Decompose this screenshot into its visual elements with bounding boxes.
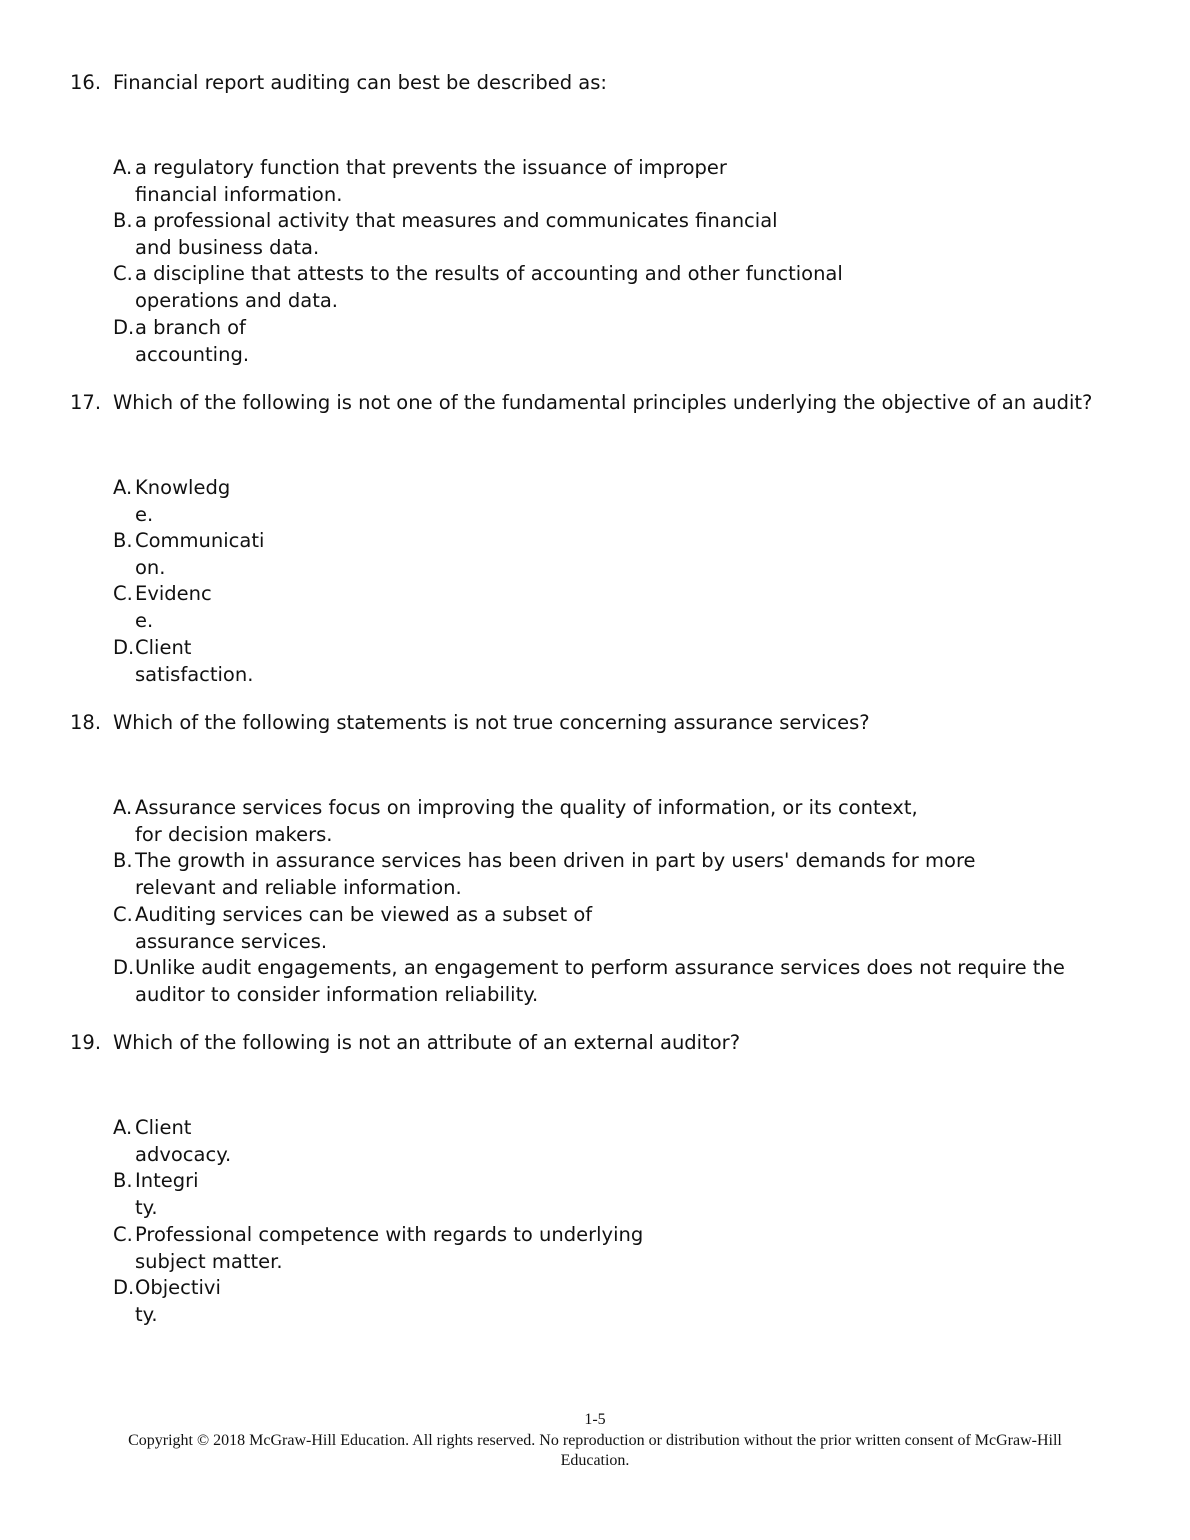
choice-text xyxy=(135,954,1065,1008)
choice-letter: D. xyxy=(113,636,135,659)
choice-line: Integri xyxy=(135,1169,199,1192)
choice-line: e. xyxy=(135,503,154,526)
choice-line: relevant and reliable information. xyxy=(135,876,462,899)
choice-line: a branch of xyxy=(135,316,246,339)
choice-line: a professional activity that measures and communicates financial xyxy=(135,209,778,232)
choice-text xyxy=(135,580,212,634)
choice-text xyxy=(135,154,727,208)
choice-line: on. xyxy=(135,556,166,579)
choice-text xyxy=(135,1167,199,1221)
choice-text xyxy=(135,847,976,901)
choice-line: a regulatory function that prevents the issuance of improper xyxy=(135,156,727,179)
choice-line: Assurance services focus on improving the quality of information, or its context, xyxy=(135,796,918,819)
choice-line: Objectivi xyxy=(135,1276,221,1299)
copyright-line-1: Copyright © 2018 McGraw-Hill Education. All rights reserved. No reproduction or distribution without the prior written consent of McGraw-Hill xyxy=(128,1432,1062,1449)
choice-line: auditor to consider information reliability. xyxy=(135,983,539,1006)
question-text: Which of the following is not one of the fundamental principles underlying the objective of an audit? xyxy=(113,391,1093,414)
choice-line: Communicati xyxy=(135,529,265,552)
choice-letter: B. xyxy=(113,209,133,232)
choice-letter: B. xyxy=(113,849,133,872)
choice-letter: C. xyxy=(113,262,133,285)
choice-line: for decision makers. xyxy=(135,823,333,846)
choice-line: accounting. xyxy=(135,343,250,366)
question-number: 19. xyxy=(70,1031,102,1054)
choice-text xyxy=(135,260,843,314)
choice-line: Evidenc xyxy=(135,582,212,605)
question-number: 16. xyxy=(70,71,102,94)
choice-line: subject matter. xyxy=(135,1250,283,1273)
choice-line: advocacy. xyxy=(135,1143,232,1166)
question-number: 17. xyxy=(70,391,102,414)
choice-text xyxy=(135,794,918,848)
choice-letter: B. xyxy=(113,1169,133,1192)
choice-text xyxy=(135,474,230,528)
choice-text xyxy=(135,1221,643,1275)
choice-letter: C. xyxy=(113,582,133,605)
choice-letter: D. xyxy=(113,316,135,339)
choice-line: Auditing services can be viewed as a subset of xyxy=(135,903,593,926)
choice-text xyxy=(135,314,249,368)
choice-letter: B. xyxy=(113,529,133,552)
choice-letter: A. xyxy=(113,156,133,179)
choice-line: Client xyxy=(135,1116,192,1139)
choice-line: operations and data. xyxy=(135,289,338,312)
choice-line: assurance services. xyxy=(135,930,328,953)
choice-line: The growth in assurance services has been driven in part by users' demands for more xyxy=(135,849,976,872)
choice-text xyxy=(135,1114,231,1168)
choice-letter: A. xyxy=(113,796,133,819)
choice-text xyxy=(135,207,778,261)
choice-line: satisfaction. xyxy=(135,663,254,686)
page-number: 1-5 xyxy=(584,1411,606,1428)
choice-letter: D. xyxy=(113,956,135,979)
question-text: Financial report auditing can best be described as: xyxy=(113,71,607,94)
choice-text xyxy=(135,1274,221,1328)
question-number: 18. xyxy=(70,711,102,734)
question-text: Which of the following statements is not true concerning assurance services? xyxy=(113,711,870,734)
choice-text xyxy=(135,634,253,688)
choice-text xyxy=(135,527,264,581)
choice-line: a discipline that attests to the results of accounting and other functional xyxy=(135,262,843,285)
question-text: Which of the following is not an attribute of an external auditor? xyxy=(113,1031,741,1054)
choice-letter: D. xyxy=(113,1276,135,1299)
choice-line: Unlike audit engagements, an engagement to perform assurance services does not require the xyxy=(135,956,1065,979)
choice-line: Professional competence with regards to underlying xyxy=(135,1223,644,1246)
choice-line: ty. xyxy=(135,1303,158,1326)
choice-text xyxy=(135,901,592,955)
choice-line: e. xyxy=(135,609,154,632)
choice-line: and business data. xyxy=(135,236,320,259)
choice-line: Client xyxy=(135,636,192,659)
choice-letter: C. xyxy=(113,903,133,926)
choice-letter: A. xyxy=(113,1116,133,1139)
choice-letter: A. xyxy=(113,476,133,499)
choice-line: ty. xyxy=(135,1196,158,1219)
choice-letter: C. xyxy=(113,1223,133,1246)
choice-line: financial information. xyxy=(135,183,343,206)
copyright-line-2: Education. xyxy=(560,1452,630,1469)
choice-line: Knowledg xyxy=(135,476,231,499)
